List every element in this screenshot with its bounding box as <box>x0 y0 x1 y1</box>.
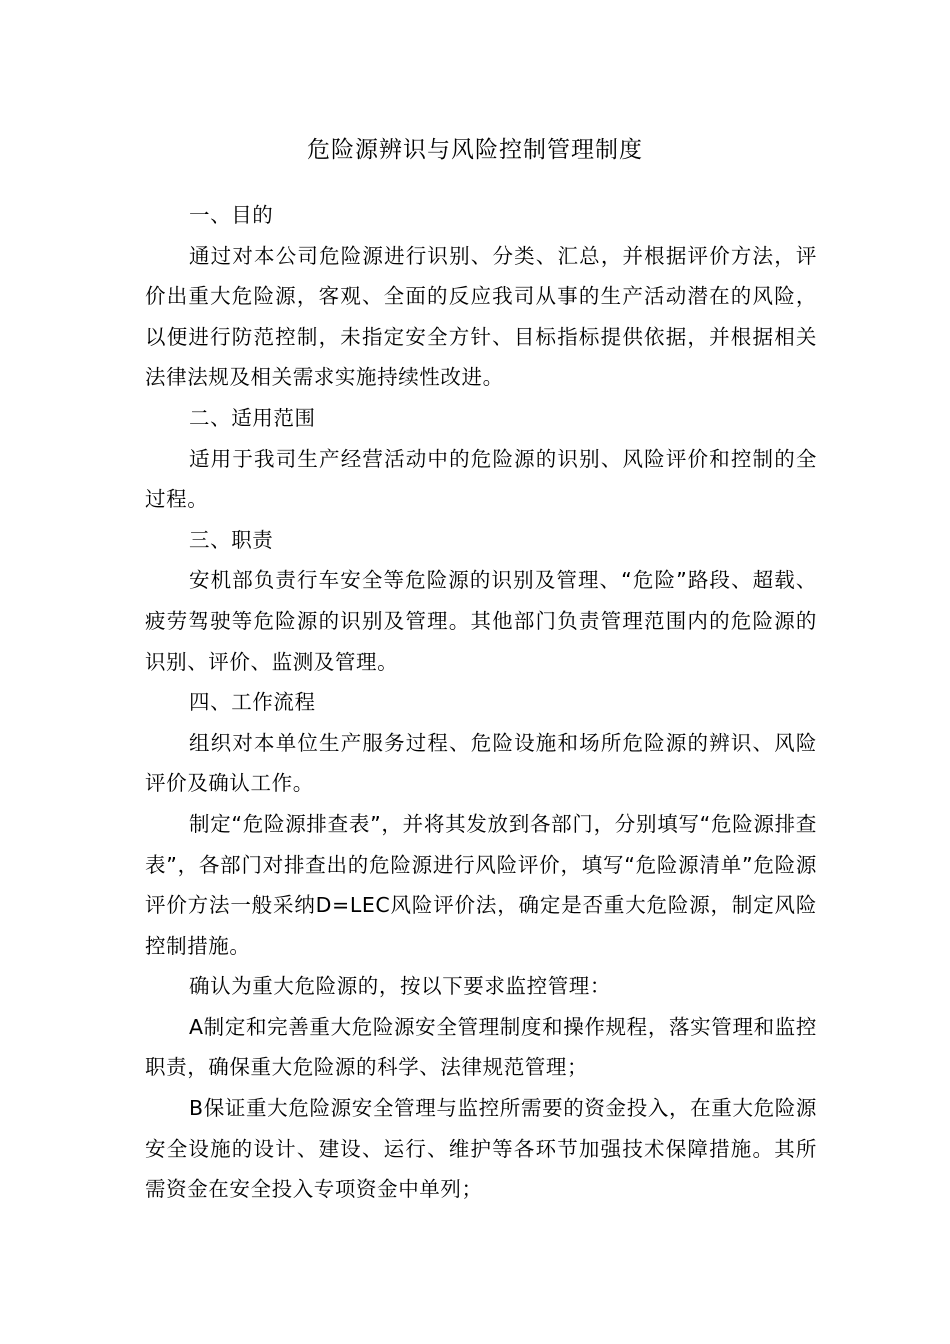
section-heading-workflow: 四、工作流程 <box>189 690 316 715</box>
paragraph-scope: 适用于我司生产经营活动中的危险源的识别、风险评价和控制的全过程。 <box>145 446 817 512</box>
paragraph-workflow-organize: 组织对本单位生产服务过程、危险设施和场所危险源的辨识、风险评价及确认工作。 <box>145 730 817 796</box>
section-heading-responsibilities: 三、职责 <box>189 527 274 552</box>
section-heading-purpose: 一、目的 <box>189 203 274 227</box>
paragraph-purpose: 通过对本公司危险源进行识别、分类、汇总，并根据评价方法，评价出重大危险源，客观、全面的反应我司从事的生产活动潜在的风险，以便进行防范控制，未指定安全方针、目标指标提供依据，并根据相关法律法规及相关需求实施持续性改进。 <box>145 243 817 390</box>
document-body <box>145 195 817 1210</box>
paragraph-workflow-item-b: B保证重大危险源安全管理与监控所需要的资金投入，在重大危险源安全设施的设计、建设、运行、维护等各环节加强技术保障措施。其所需资金在安全投入专项资金中单列； <box>145 1096 817 1202</box>
section-heading-scope: 二、适用范围 <box>189 405 316 430</box>
paragraph-workflow-item-a: A制定和完善重大危险源安全管理制度和操作规程，落实管理和监控职责，确保重大危险源的科学、法律规范管理； <box>145 1014 817 1080</box>
paragraph-responsibilities: 安机部负责行车安全等危险源的识别及管理、“危险”路段、超载、疲劳驾驶等危险源的识别及管理。其他部门负责管理范围内的危险源的识别、评价、监测及管理。 <box>145 568 817 674</box>
document-title: 危险源辨识与风险控制管理制度 <box>307 137 643 163</box>
paragraph-workflow-major-hazard: 确认为重大危险源的，按以下要求监控管理： <box>189 974 611 999</box>
paragraph-workflow-checklist: 制定“危险源排查表”，并将其发放到各部门，分别填写“危险源排查表”，各部门对排查出的危险源进行风险评价，填写“危险源清单”危险源评价方法一般采纳D=LEC风险评价法，确定是否重大危险源，制定风险控制措施。 <box>145 811 817 958</box>
